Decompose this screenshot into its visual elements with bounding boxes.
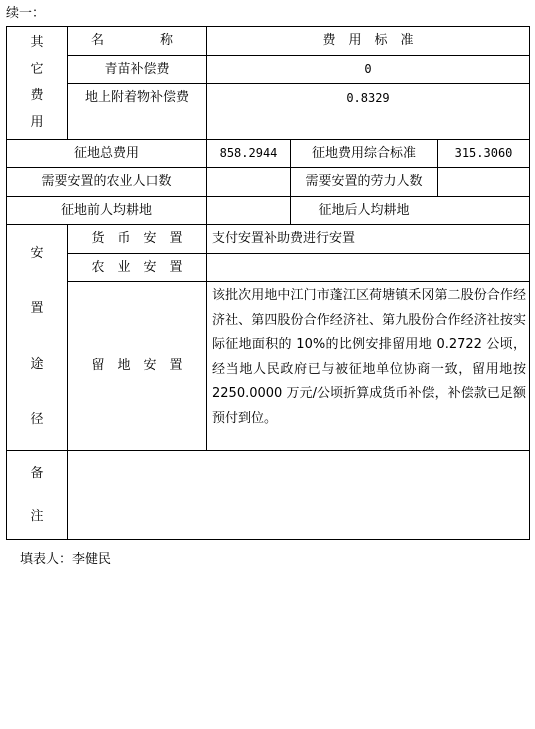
labor-count-value [438, 168, 529, 196]
other-fees-label: 其 它 费 用 [30, 35, 44, 130]
remarks-label: 备 注 [30, 465, 44, 524]
composite-standard-value: 315.3060 [454, 146, 513, 161]
fee-item-name: 青苗补偿费 [104, 61, 170, 77]
reserved-land-resettlement-text: 该批次用地中江门市蓬江区荷塘镇禾冈第二股份合作经济社、第四股份合作经济社、第九股份合作经济社按实际征地面积的 10%的比例安排留用地 0.2722 公顷，经当地人民政府已与被征地单位协商一致，留用地按 2250.0000 万元/公顷折算成货币补偿，补偿款已足额预付到位。 [212, 288, 526, 426]
agri-population-label: 需要安置的农业人口数 [41, 174, 172, 190]
after-farmland-label: 征地后人均耕地 [318, 202, 410, 218]
composite-standard-label: 征地费用综合标准 [311, 145, 416, 161]
before-farmland-label: 征地前人均耕地 [60, 202, 152, 218]
reserved-land-resettlement-label: 留 地 安 置 [91, 358, 183, 374]
agricultural-resettlement-value [212, 254, 526, 281]
monetary-resettlement-label: 货 币 安 置 [91, 231, 183, 247]
standard-header: 费 用 标 准 [322, 33, 414, 49]
total-fee-label: 征地总费用 [73, 145, 139, 161]
after-farmland-value [438, 197, 529, 224]
agricultural-resettlement-label: 农 业 安 置 [91, 259, 183, 275]
name-header: 名 称 [90, 33, 183, 49]
continuation-note: 续一： [6, 6, 46, 21]
agri-population-value [207, 168, 290, 196]
total-fee-value: 858.2944 [219, 146, 278, 161]
fee-item-name: 地上附着物补偿费 [84, 90, 189, 106]
fee-item-value: 0 [364, 62, 372, 77]
filled-by-note: 填表人：李健民 [20, 552, 112, 567]
remarks-value [68, 451, 529, 539]
fee-item-value: 0.8329 [346, 90, 390, 105]
labor-count-label: 需要安置的劳力人数 [305, 174, 423, 190]
monetary-resettlement-value: 支付安置补助费进行安置 [212, 231, 356, 247]
resettlement-label: 安 置 途 径 [30, 245, 44, 428]
